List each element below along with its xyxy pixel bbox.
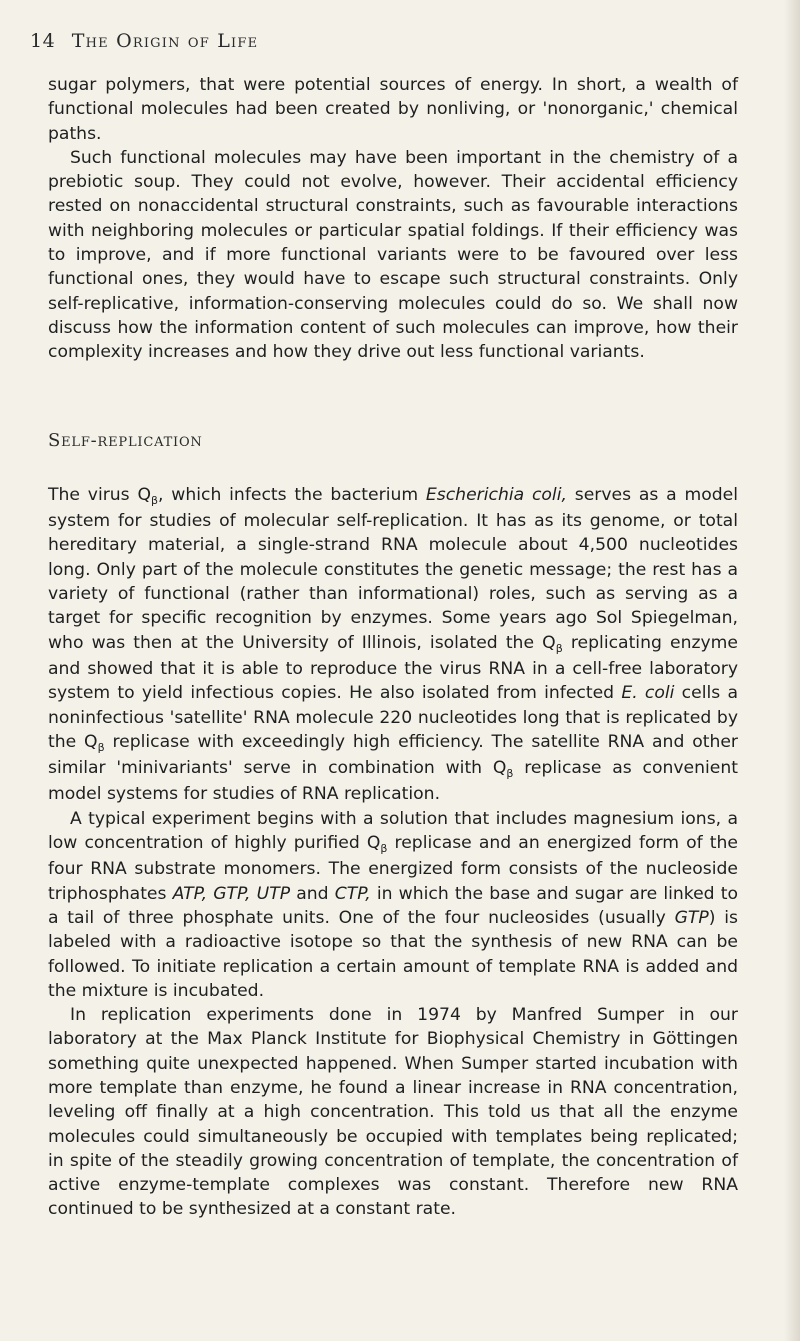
running-header — [30, 30, 750, 52]
text-run: in which the base and sugar are linked to a tail of three phosphate units. One of the four nucleosides (usually — [48, 883, 738, 928]
species-name: E. coli — [621, 683, 675, 704]
text-run: serves as a model system for studies of molecular self-replication. It has as its genome, or total hereditary material, a single-strand RNA molecule about 4,500 nucleotides long. Only part of the molecule constitutes the genetic message; the rest has a variety of functional (rather than informational) roles, such as serving as a target for specific recognition by enzymes. Some years ago Sol Spiegelman, who was then at the University of Illinois, isolated the Q — [48, 484, 738, 653]
paragraph-typical-experiment — [48, 807, 738, 1003]
page-edge-shadow — [784, 0, 800, 1341]
nucleotide-name: CTP, — [334, 883, 371, 904]
body-text — [48, 73, 738, 1222]
paragraph-sumper-experiments: In replication experiments done in 1974 by Manfred Sumper in our laboratory at the Max Planck Institute for Biophysical Chemistry in Göttingen something quite unexpected happened. When Sumper started incubation with more template than enzyme, he found a linear increase in RNA concentration, leveling off finally at a high concentration. This told us that all the enzyme molecules could simultaneously be occupied with templates being replicated; in spite of the steadily growing concentration of template, the concentration of active enzyme-template complexes was constant. Therefore new RNA continued to be synthesized at a constant rate. — [48, 1005, 738, 1220]
beta-subscript: β — [555, 641, 563, 655]
text-run: The virus Q — [48, 484, 151, 505]
paragraph-virus-q-beta — [48, 483, 738, 807]
beta-subscript: β — [506, 767, 514, 781]
beta-subscript: β — [150, 493, 159, 507]
text-run: ) is labeled with a radioactive isotope so that the synthesis of new RNA can be followed. To initiate replication a certain amount of template RNA is added and the mixture is incubated. — [48, 907, 739, 1001]
nucleotide-names: ATP, GTP, UTP — [172, 883, 291, 904]
text-run: replicating enzyme and showed that it is able to reproduce the virus RNA in a cell-free laboratory system to yield infectious copies. He also isolated from infected — [48, 632, 739, 704]
text-run: replicase and an energized form of the four RNA substrate monomers. The energized form consists of the nucleoside triphosphates — [48, 833, 738, 904]
text-run: replicase as convenient model systems for studies of RNA replication. — [48, 758, 739, 805]
paragraph-continuation: sugar polymers, that were potential sources of energy. In short, a wealth of functional molecules had been created by nonliving, or 'nonorganic,' chemical paths. — [48, 75, 738, 144]
section-heading-self-replication: Self-replication — [48, 429, 203, 451]
page-number: 14 — [30, 30, 56, 52]
running-title: The Origin of Life — [71, 30, 259, 52]
species-name: Escherichia coli, — [425, 484, 567, 505]
text-run: and — [290, 883, 335, 904]
text-run: A typical experiment begins with a solution that includes magnesium ions, a low concentration of highly purified Q — [48, 808, 738, 854]
beta-subscript: β — [380, 842, 388, 856]
text-run: cells a noninfectious 'satellite' RNA molecule 220 nucleotides long that is replicated by the Q — [48, 683, 738, 752]
text-run: , which infects the bacterium — [158, 484, 426, 505]
paragraph-functional-molecules: Such functional molecules may have been important in the chemistry of a prebiotic soup. They could not evolve, however. Their accidental efficiency rested on nonaccidental structural constraints, such as favourable interactions with neighboring molecules or particular spatial foldings. If their efficiency was to improve, and if more functional variants were to be favoured over less functional ones, they would have to escape such structural constraints. Only self-replicative, information-conserving molecules could do so. We shall now discuss how the information content of such molecules can improve, how their complexity increases and how they drive out less functional variants. — [48, 147, 738, 363]
beta-subscript: β — [97, 740, 105, 754]
nucleotide-name: GTP — [674, 907, 709, 928]
text-run: replicase with exceedingly high efficiency. The satellite RNA and other similar 'minivariants' serve in combination with Q — [48, 731, 738, 779]
